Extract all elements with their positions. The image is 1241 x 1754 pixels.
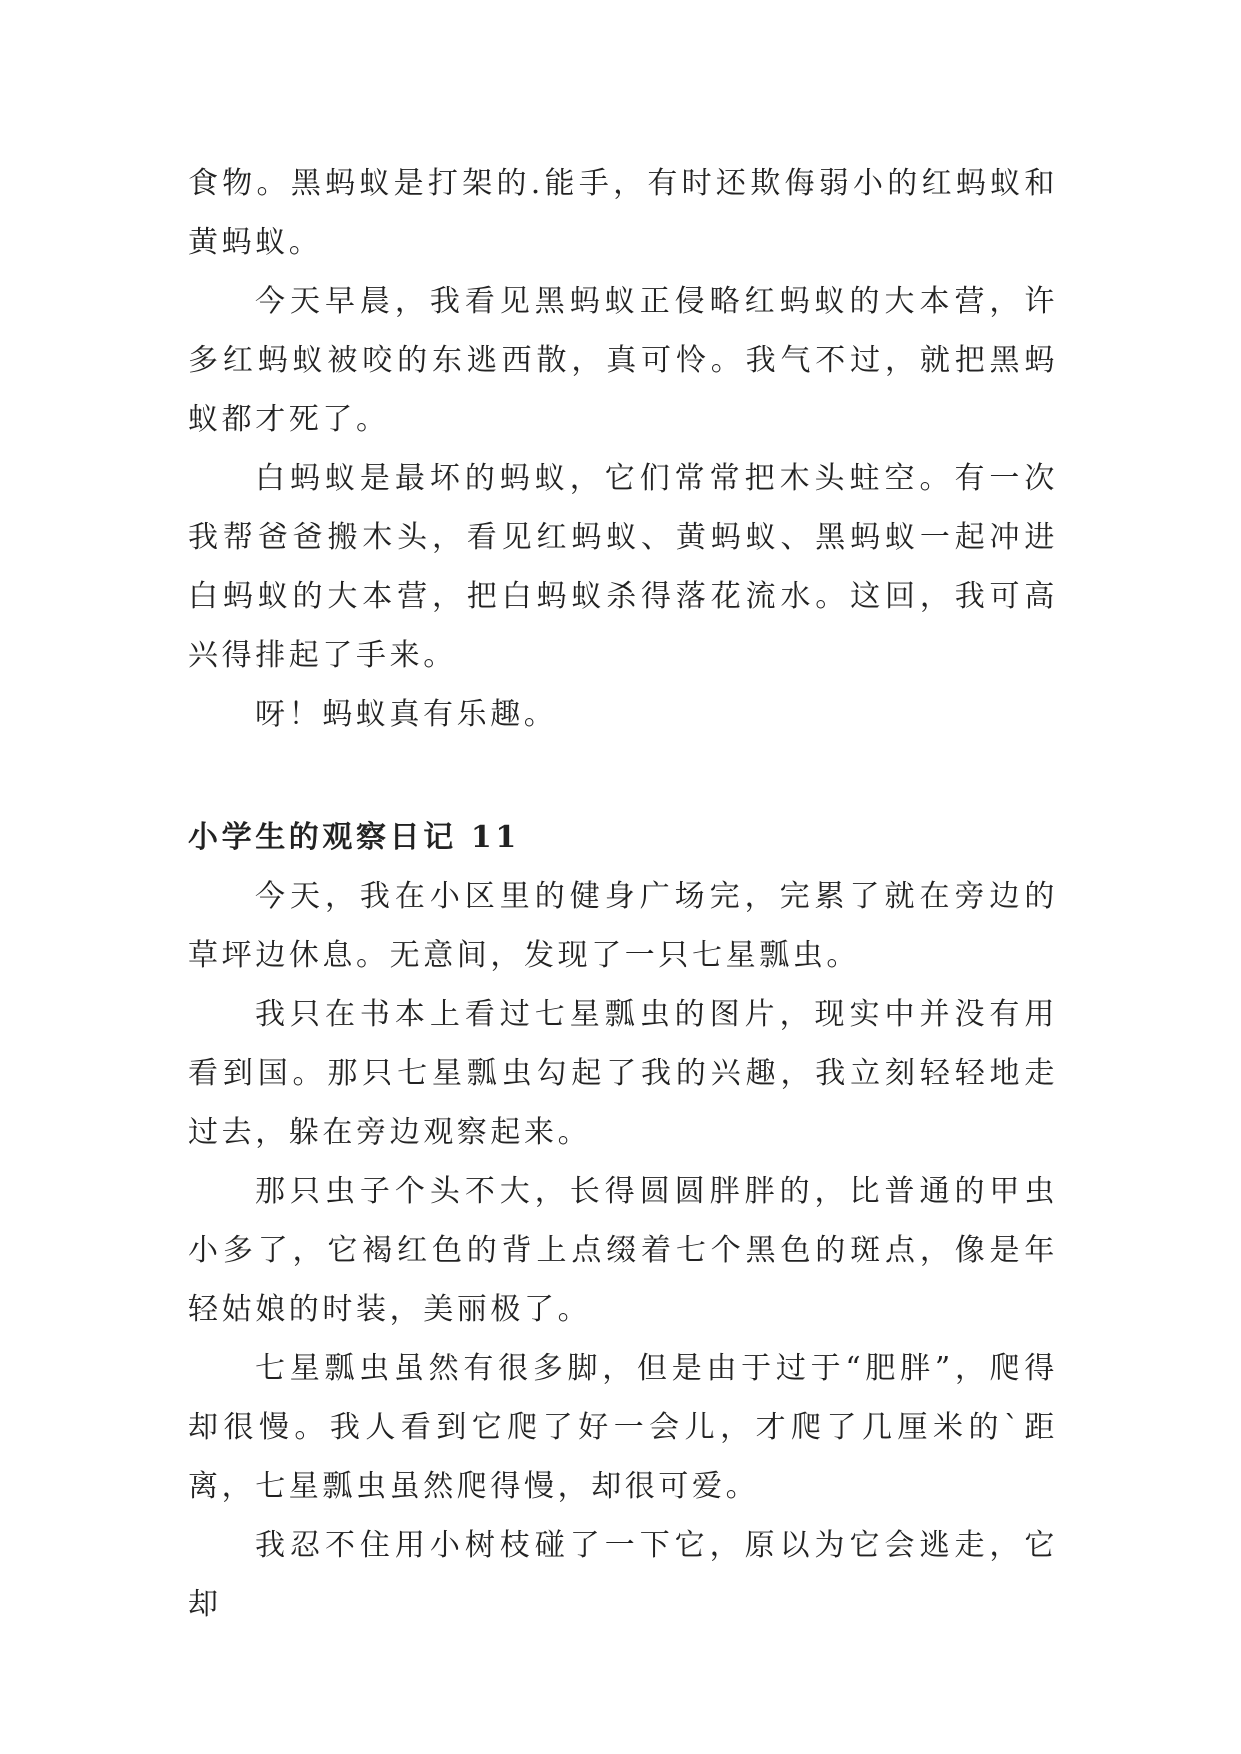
section-spacer	[188, 744, 1058, 808]
paragraph: 呀！蚂蚁真有乐趣。	[255, 697, 558, 732]
paragraph: 今天，我在小区里的健身广场完，完累了就在旁边的草坪边休息。无意间，发现了一只七星瓢虫。	[188, 879, 1058, 973]
paragraph: 七星瓢虫虽然有很多脚，但是由于过于“肥胖”，爬得却很慢。我人看到它爬了好一会儿，才爬了几厘米的`距离，七星瓢虫虽然爬得慢，却很可爱。	[188, 1351, 1058, 1504]
paragraph: 那只虫子个头不大，长得圆圆胖胖的，比普通的甲虫小多了，它褐红色的背上点缀着七个黑色的斑点，像是年轻姑娘的时装，美丽极了。	[188, 1174, 1058, 1327]
paragraph: 我忍不住用小树枝碰了一下它，原以为它会逃走，它却	[188, 1528, 1058, 1622]
section-title: 小学生的观察日记 11	[188, 820, 520, 855]
article-part-1	[188, 154, 1058, 744]
paragraph: 食物。黑蚂蚁是打架的.能手，有时还欺侮弱小的红蚂蚁和黄蚂蚁。	[188, 166, 1058, 260]
paragraph: 今天早晨，我看见黑蚂蚁正侵略红蚂蚁的大本营，许多红蚂蚁被咬的东逃西散，真可怜。我气不过，就把黑蚂蚁都才死了。	[188, 284, 1058, 437]
paragraph: 白蚂蚁是最坏的蚂蚁，它们常常把木头蛀空。有一次我帮爸爸搬木头，看见红蚂蚁、黄蚂蚁、黑蚂蚁一起冲进白蚂蚁的大本营，把白蚂蚁杀得落花流水。这回，我可高兴得排起了手来。	[188, 461, 1058, 673]
paragraph: 我只在书本上看过七星瓢虫的图片，现实中并没有用看到国。那只七星瓢虫勾起了我的兴趣，我立刻轻轻地走过去，躲在旁边观察起来。	[188, 997, 1058, 1150]
article-part-2	[188, 867, 1058, 1634]
document-page	[188, 154, 1058, 1634]
